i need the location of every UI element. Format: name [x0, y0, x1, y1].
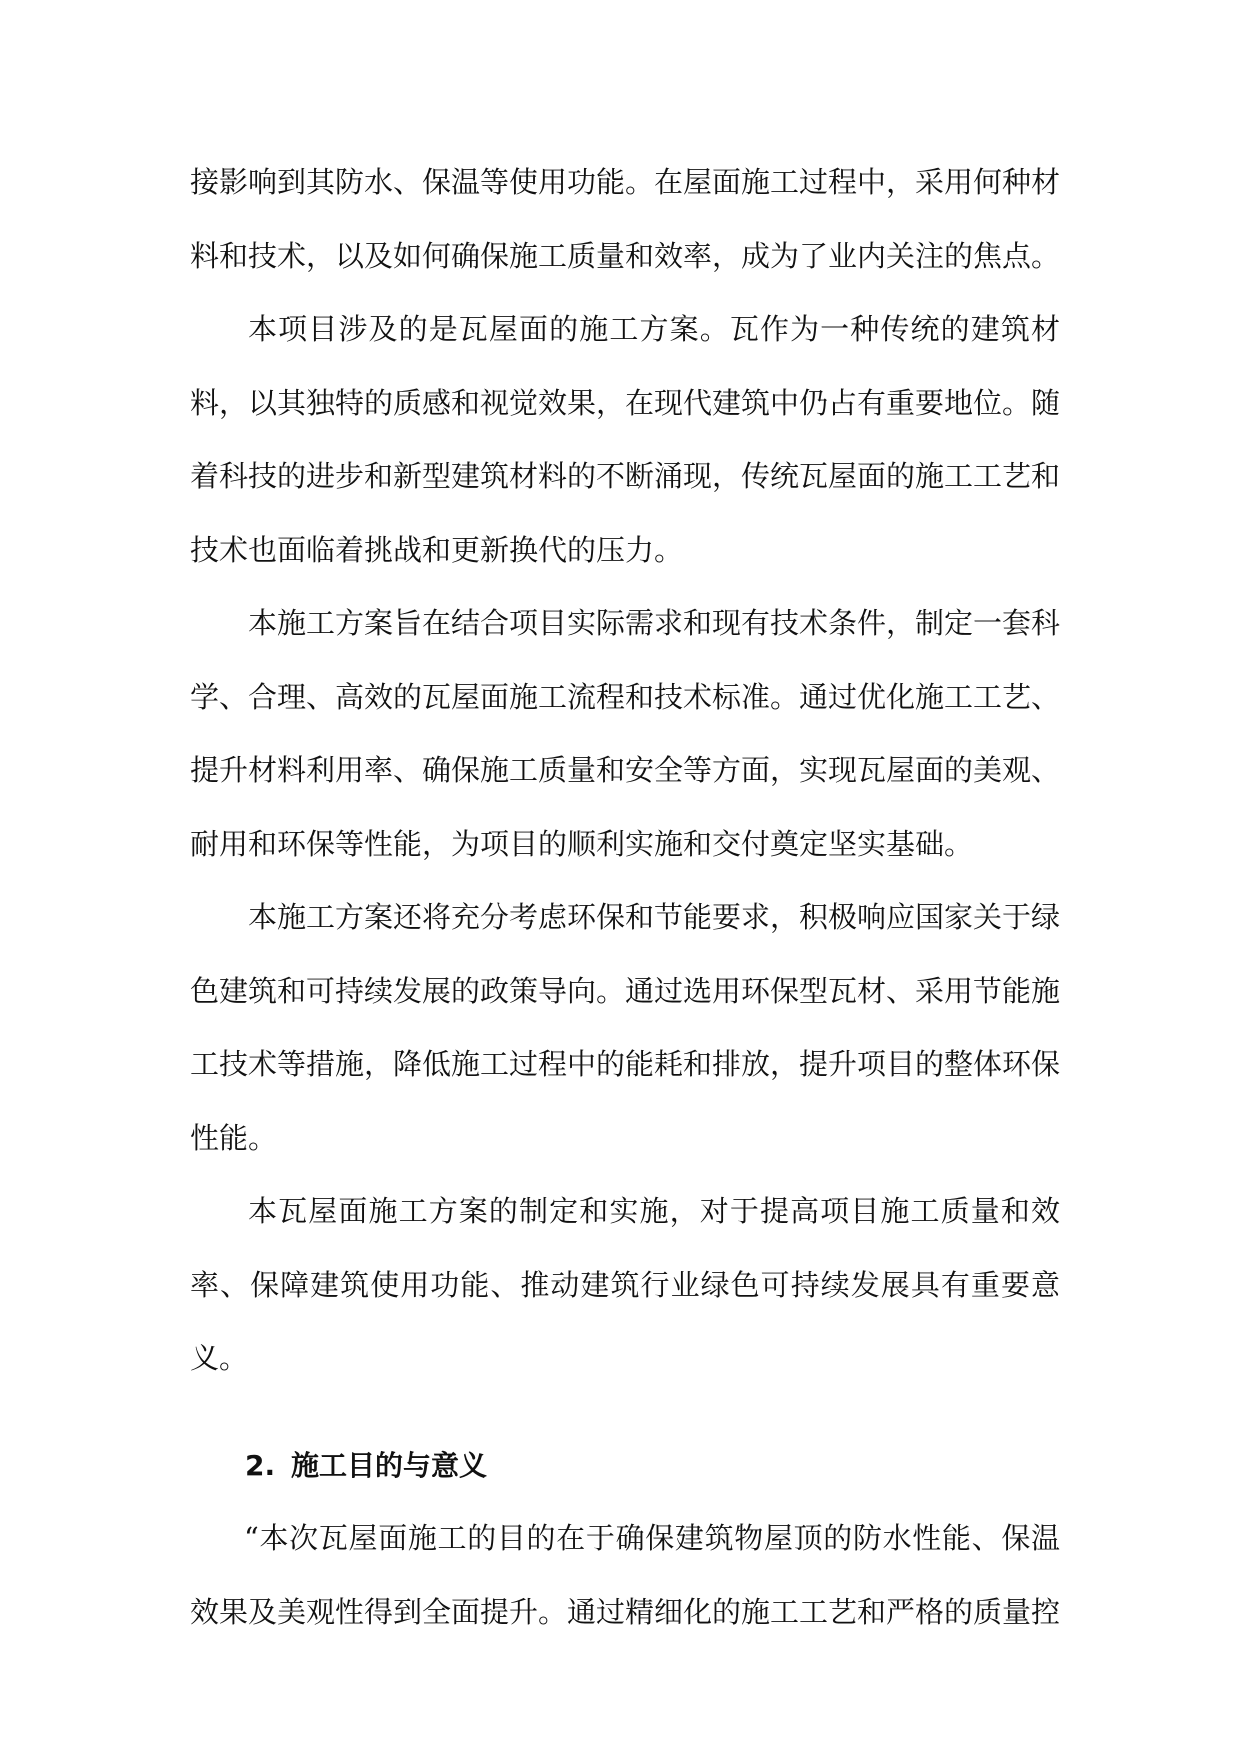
document-body [190, 146, 1060, 1649]
section-heading [190, 1429, 1060, 1503]
paragraph-environmental: 本施工方案还将充分考虑环保和节能要求，积极响应国家关于绿色建筑和可持续发展的政策导向。通过选用环保型瓦材、采用节能施工技术等措施，降低施工过程中的能耗和排放，提升项目的整体环保性能。 [190, 900, 1061, 1155]
paragraph-plan-purpose: 本施工方案旨在结合项目实际需求和现有技术条件，制定一套科学、合理、高效的瓦屋面施工流程和技术标准。通过优化施工工艺、提升材料利用率、确保施工质量和安全等方面，实现瓦屋面的美观、耐用和环保等性能，为项目的顺利实施和交付奠定坚实基础。 [190, 606, 1061, 861]
paragraph-continuation: 接影响到其防水、保温等使用功能。在屋面施工过程中，采用何种材料和技术，以及如何确保施工质量和效率，成为了业内关注的焦点。 [190, 165, 1061, 273]
section-title: 施工目的与意义 [291, 1448, 488, 1482]
paragraph-project-overview: 本项目涉及的是瓦屋面的施工方案。瓦作为一种传统的建筑材料，以其独特的质感和视觉效果，在现代建筑中仍占有重要地位。随着科技的进步和新型建筑材料的不断涌现，传统瓦屋面的施工工艺和技术也面临着挑战和更新换代的压力。 [190, 312, 1061, 567]
paragraph-quote: “本次瓦屋面施工的目的在于确保建筑物屋顶的防水性能、保温效果及美观性得到全面提升。通过精细化的施工工艺和严格的质量控 [190, 1521, 1061, 1629]
section-number: 2. [245, 1448, 276, 1482]
paragraph-significance: 本瓦屋面施工方案的制定和实施，对于提高项目施工质量和效率、保障建筑使用功能、推动建筑行业绿色可持续发展具有重要意义。 [190, 1194, 1060, 1375]
